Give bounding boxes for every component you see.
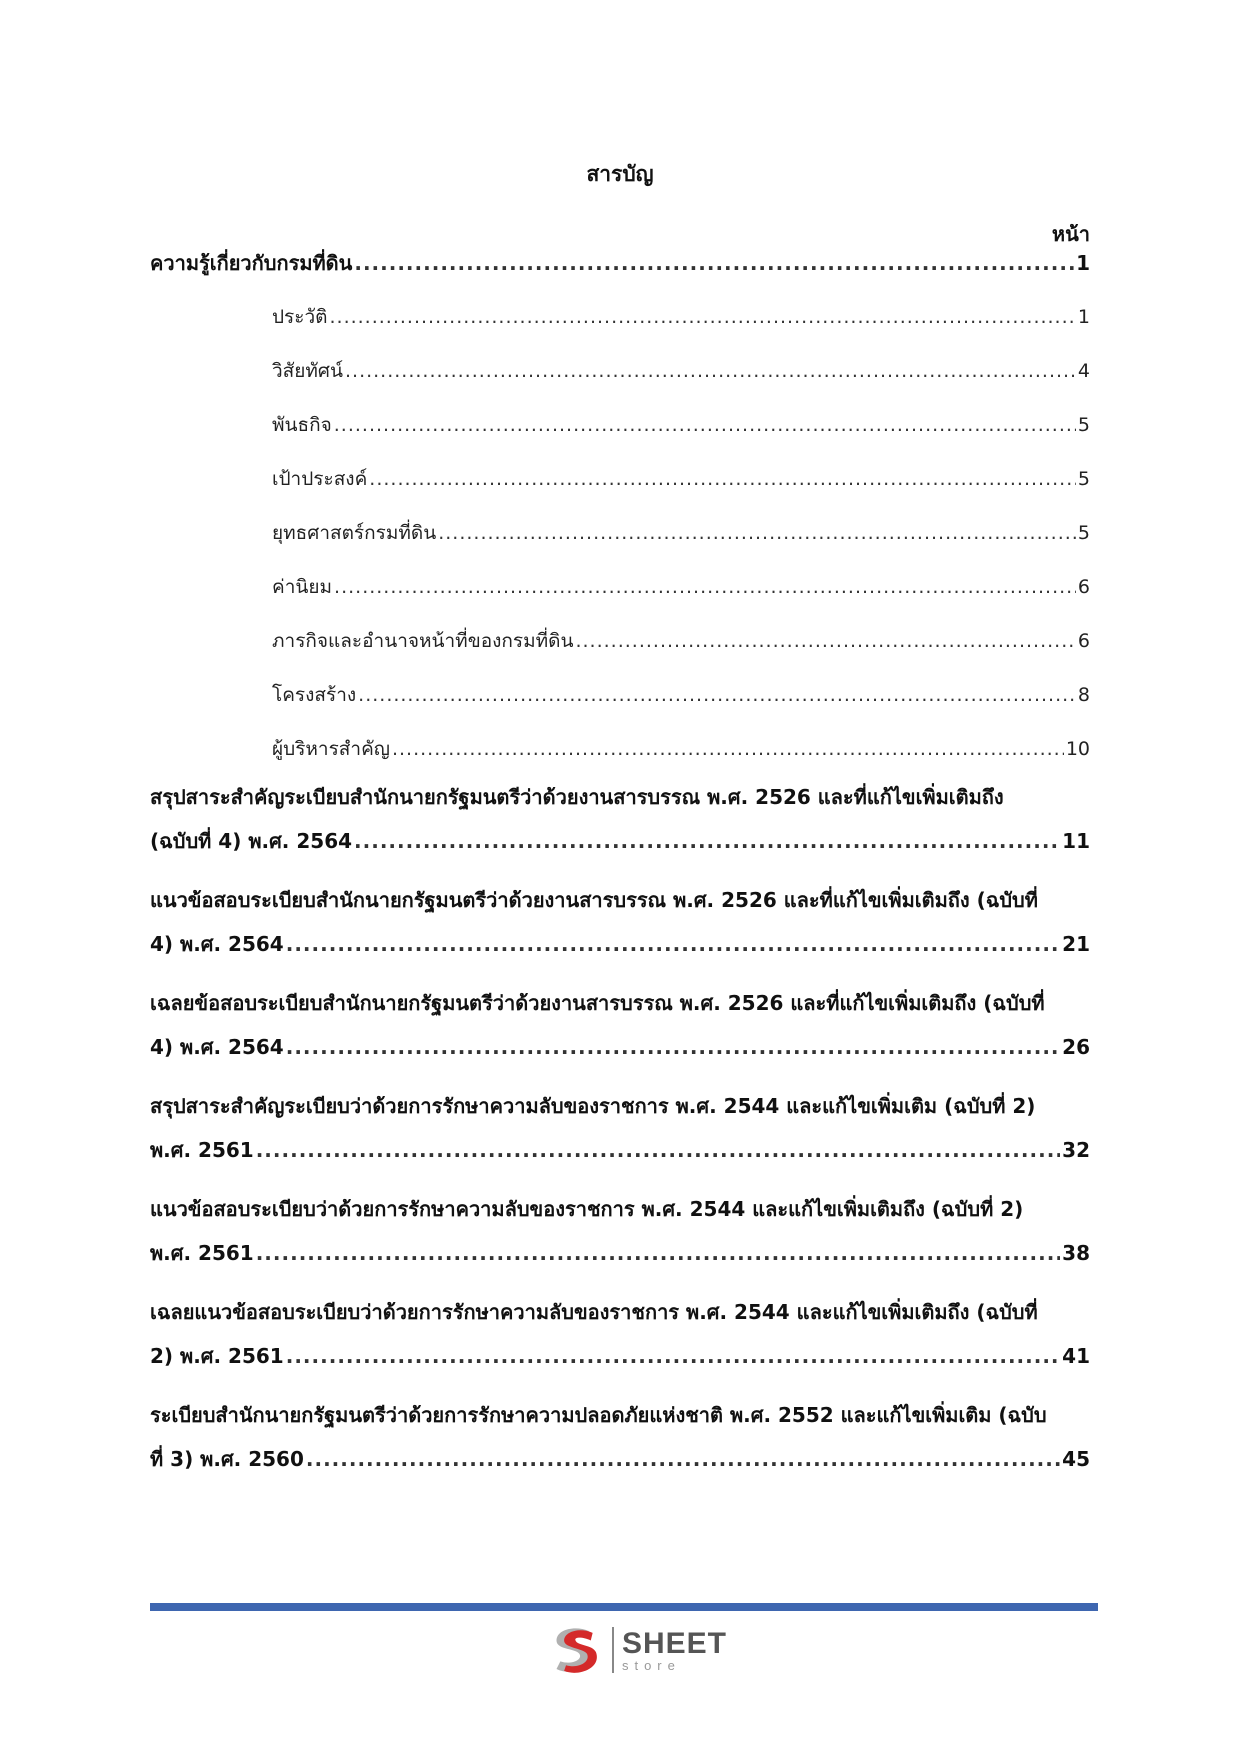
dot-leader	[286, 1341, 1060, 1371]
toc-entry-first-line[interactable]: เฉลยข้อสอบระเบียบสำนักนายกรัฐมนตรีว่าด้วยงานสารบรรณ พ.ศ. 2526 และที่แก้ไขเพิ่มเติมถึง (ฉบับที่	[150, 991, 1045, 1015]
dot-leader	[369, 464, 1076, 494]
toc-page-number: 5	[1077, 414, 1090, 436]
toc-entry-title: 4) พ.ศ. 2564	[150, 932, 284, 956]
toc-page-number: 6	[1077, 576, 1090, 598]
toc-page-number: 8	[1077, 684, 1090, 706]
toc-page-number: 11	[1062, 829, 1090, 853]
toc-entry[interactable]	[150, 1238, 1090, 1268]
toc-entry-title: พ.ศ. 2561	[150, 1138, 254, 1162]
dot-leader	[358, 680, 1076, 710]
toc-page-number: 1	[1076, 251, 1090, 275]
toc-entry[interactable]	[150, 1135, 1090, 1165]
toc-entry-title: ความรู้เกี่ยวกับกรมที่ดิน	[150, 251, 353, 275]
toc-entry-title: พ.ศ. 2561	[150, 1241, 254, 1265]
toc-entry-title: พันธกิจ	[272, 414, 332, 436]
toc-entry-title: ค่านิยม	[272, 576, 333, 598]
toc-page-number: 21	[1062, 932, 1090, 956]
toc-subentry[interactable]	[272, 302, 1090, 332]
toc-page-number: 45	[1062, 1447, 1090, 1471]
toc-subentry[interactable]	[272, 410, 1090, 440]
dot-leader	[354, 826, 1060, 856]
toc-page-number: 26	[1062, 1035, 1090, 1059]
dot-leader	[354, 248, 1074, 278]
toc-page-number: 5	[1077, 522, 1090, 544]
toc-entry-first-line[interactable]: แนวข้อสอบระเบียบว่าด้วยการรักษาความลับของราชการ พ.ศ. 2544 และแก้ไขเพิ่มเติมถึง (ฉบับที่ 2)	[150, 1197, 1024, 1221]
toc-entry-first-line[interactable]: สรุปสาระสำคัญระเบียบว่าด้วยการรักษาความลับของราชการ พ.ศ. 2544 และแก้ไขเพิ่มเติม (ฉบับที่ 2)	[150, 1094, 1036, 1118]
toc-subentry[interactable]	[272, 680, 1090, 710]
dot-leader	[575, 626, 1075, 656]
toc-entry[interactable]	[150, 1341, 1090, 1371]
toc-entry[interactable]	[150, 1032, 1090, 1062]
dot-leader	[306, 1444, 1060, 1474]
logo-text: SHEET	[621, 1626, 727, 1660]
toc-page-number: 4	[1077, 360, 1090, 382]
toc-entry-title: ที่ 3) พ.ศ. 2560	[150, 1447, 304, 1471]
toc-subentry[interactable]	[272, 572, 1090, 602]
toc-subentry[interactable]	[272, 518, 1090, 548]
toc-entry-title: ยุทธศาสตร์กรมที่ดิน	[272, 522, 437, 544]
toc-entry-title: ผู้บริหารสำคัญ	[272, 738, 390, 760]
sheet-store-logo	[547, 1622, 727, 1678]
dot-leader	[438, 518, 1076, 548]
dot-leader	[286, 929, 1060, 959]
toc-page-number: 38	[1062, 1241, 1090, 1265]
toc-entry-title: 2) พ.ศ. 2561	[150, 1344, 284, 1368]
dot-leader	[334, 572, 1076, 602]
logo-wordmark	[612, 1627, 727, 1673]
footer-rule	[150, 1603, 1098, 1611]
dot-leader	[334, 410, 1076, 440]
toc-subentry[interactable]	[272, 356, 1090, 386]
logo-subtext: store	[621, 1657, 681, 1673]
toc-entry-title: (ฉบับที่ 4) พ.ศ. 2564	[150, 829, 353, 853]
toc-entry-first-line[interactable]: สรุปสาระสำคัญระเบียบสำนักนายกรัฐมนตรีว่าด้วยงานสารบรรณ พ.ศ. 2526 และที่แก้ไขเพิ่มเติมถึง	[150, 785, 1004, 809]
toc-entry-first-line[interactable]: แนวข้อสอบระเบียบสำนักนายกรัฐมนตรีว่าด้วยงานสารบรรณ พ.ศ. 2526 และที่แก้ไขเพิ่มเติมถึง (ฉบับที่	[150, 888, 1038, 912]
dot-leader	[329, 302, 1075, 332]
dot-leader	[392, 734, 1064, 764]
toc-entry[interactable]	[150, 1444, 1090, 1474]
toc-entry[interactable]	[150, 826, 1090, 856]
toc-subentry[interactable]	[272, 626, 1090, 656]
toc-page-number: 32	[1062, 1138, 1090, 1162]
toc-entry-title: วิสัยทัศน์	[272, 360, 343, 382]
page-title: สารบัญ	[586, 162, 654, 186]
page-column-header: หน้า	[1051, 222, 1090, 246]
dot-leader	[345, 356, 1076, 386]
toc-entry[interactable]	[150, 248, 1090, 278]
toc-entry-title: เป้าประสงค์	[272, 468, 368, 490]
toc-entry-title: โครงสร้าง	[272, 684, 357, 706]
toc-page-number: 6	[1077, 630, 1090, 652]
toc-entry-first-line[interactable]: เฉลยแนวข้อสอบระเบียบว่าด้วยการรักษาความลับของราชการ พ.ศ. 2544 และแก้ไขเพิ่มเติมถึง (ฉบับที่	[150, 1300, 1038, 1324]
toc-entry-first-line[interactable]: ระเบียบสำนักนายกรัฐมนตรีว่าด้วยการรักษาความปลอดภัยแห่งชาติ พ.ศ. 2552 และแก้ไขเพิ่มเติม (ฉบับ	[150, 1403, 1047, 1427]
toc-page-number: 1	[1077, 306, 1090, 328]
toc-page-number: 10	[1065, 738, 1090, 760]
dot-leader	[256, 1238, 1060, 1268]
toc-subentry[interactable]	[272, 734, 1090, 764]
dot-leader	[286, 1032, 1060, 1062]
toc-entry-title: ภารกิจและอำนาจหน้าที่ของกรมที่ดิน	[272, 630, 574, 652]
toc-page-number: 41	[1062, 1344, 1090, 1368]
toc-entry-title: 4) พ.ศ. 2564	[150, 1035, 284, 1059]
toc-entry-title: ประวัติ	[272, 306, 328, 328]
toc-page-number: 5	[1077, 468, 1090, 490]
dot-leader	[256, 1135, 1060, 1165]
toc-entry[interactable]	[150, 929, 1090, 959]
sheet-store-logo-icon	[547, 1622, 606, 1678]
toc-subentry[interactable]	[272, 464, 1090, 494]
